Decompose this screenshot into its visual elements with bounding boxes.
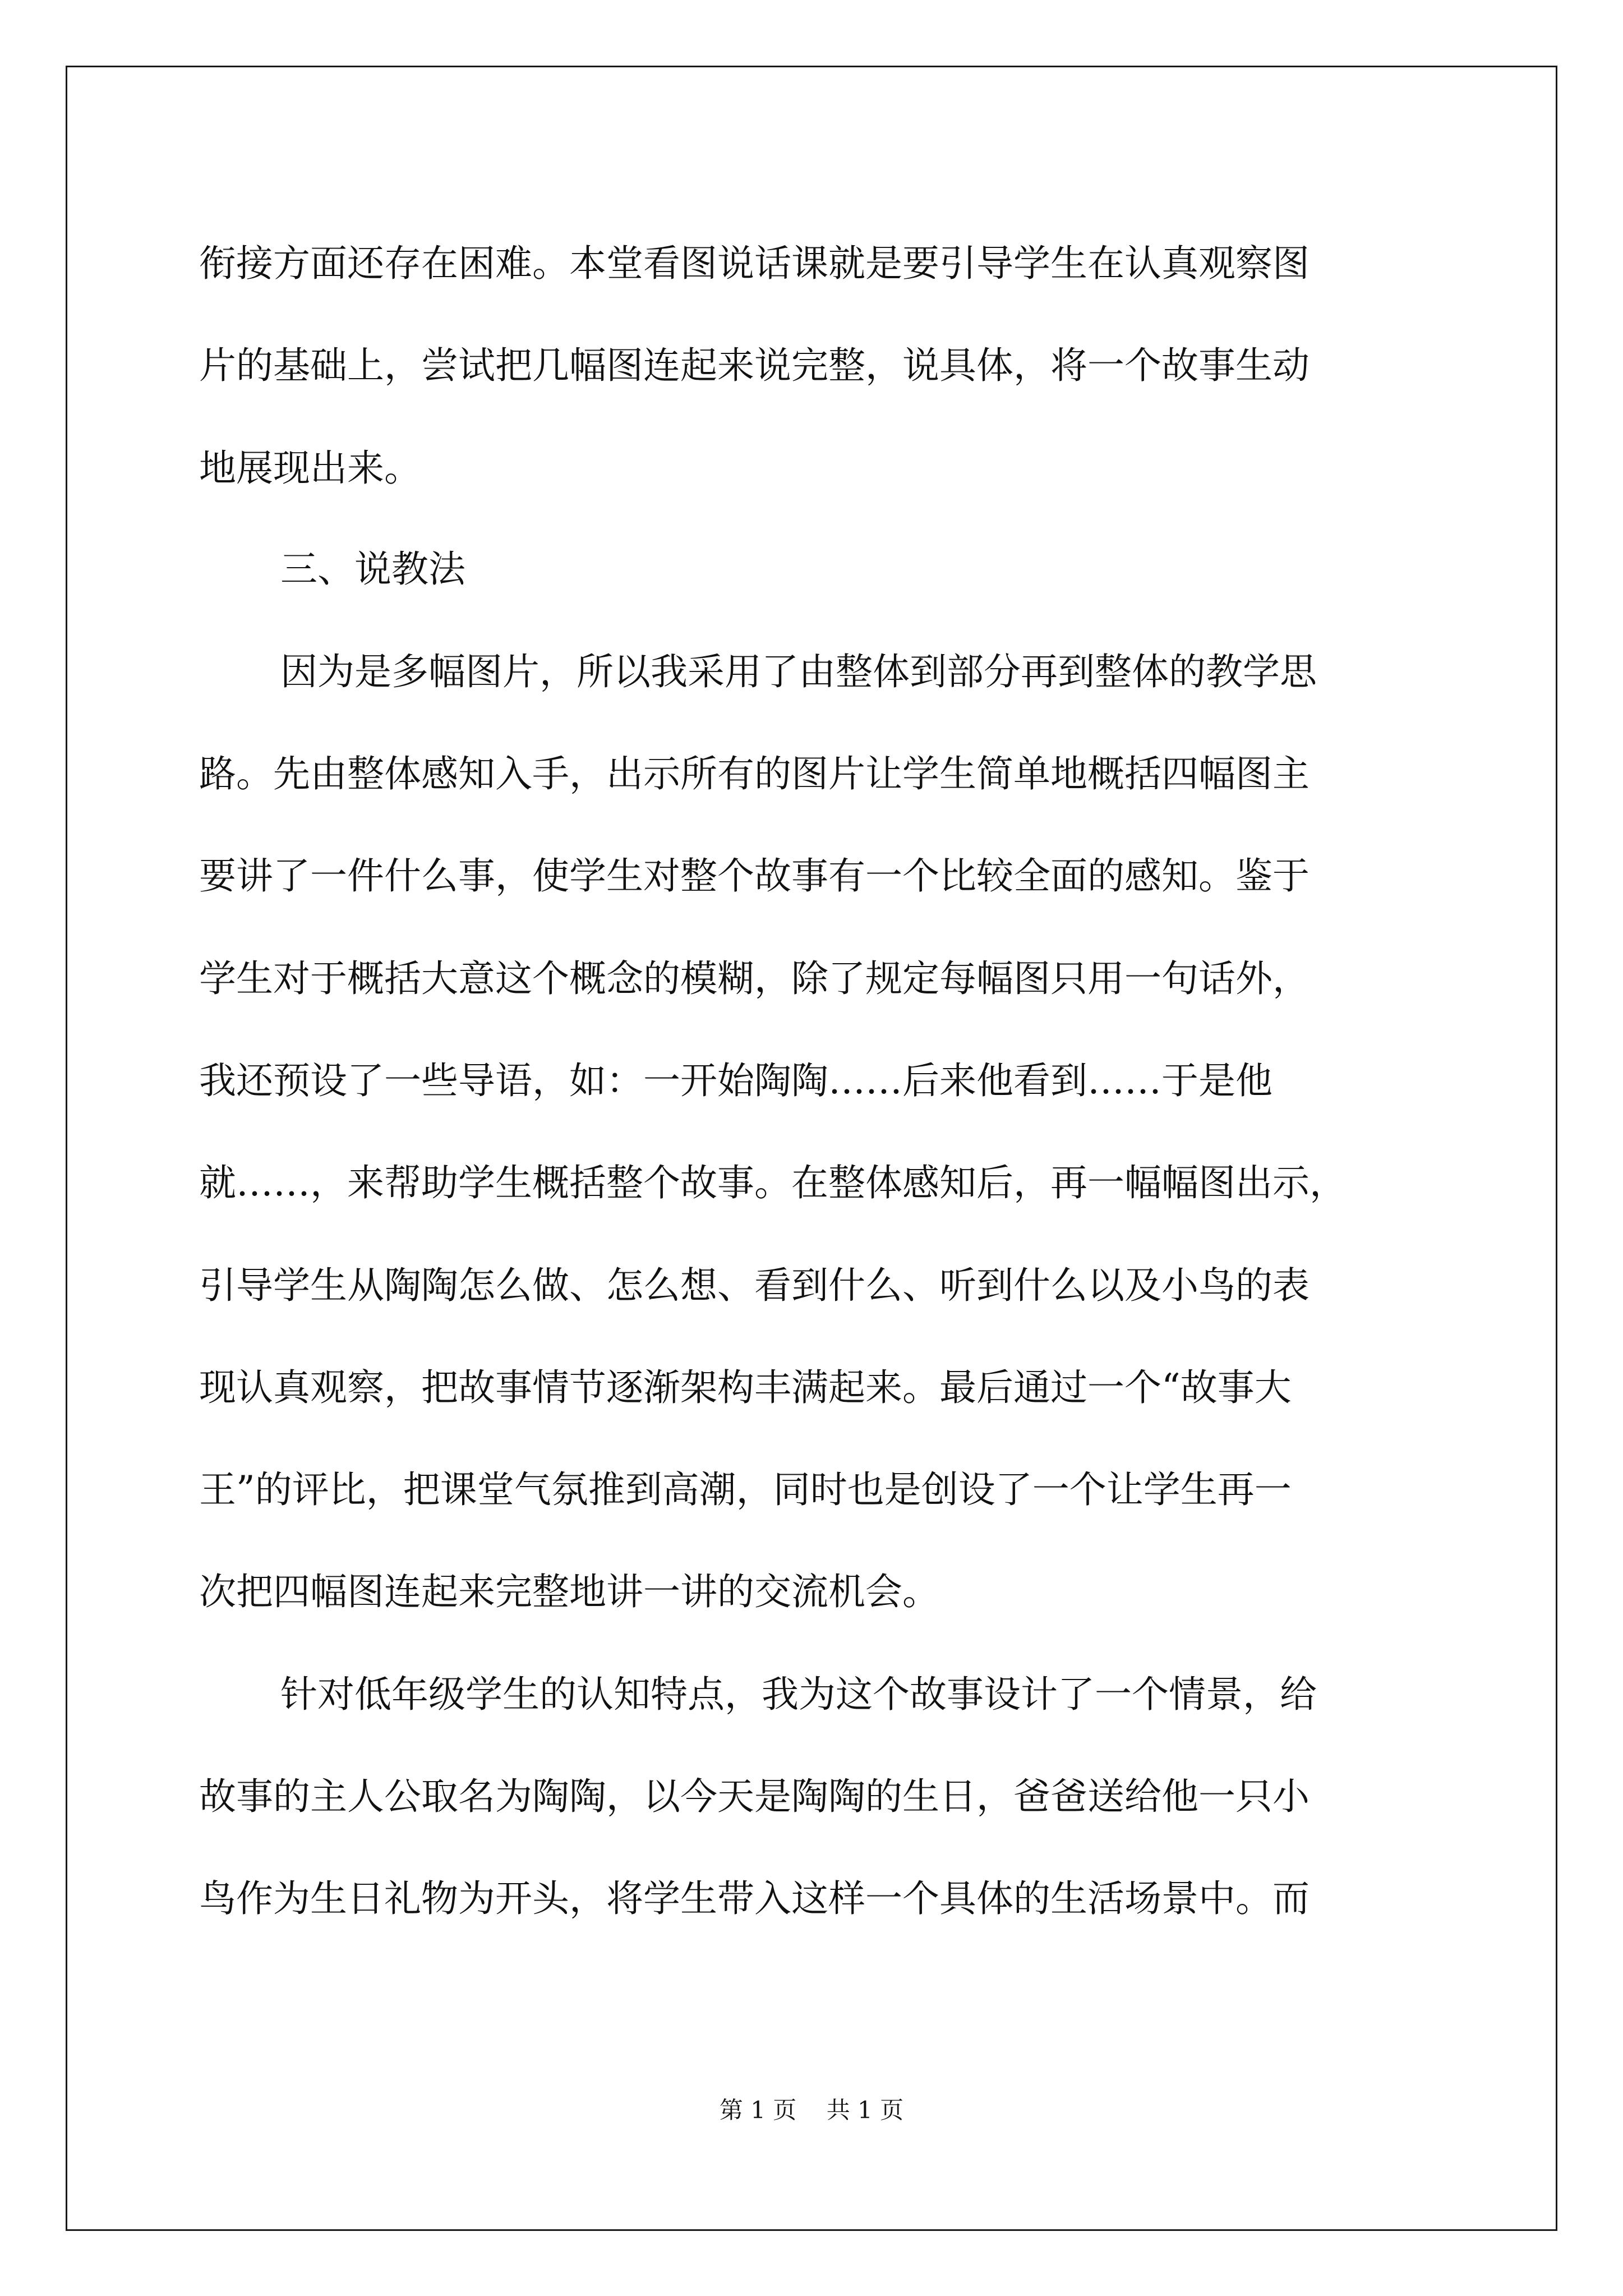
body-line-10: 就……，来帮助学生概括整个故事。在整体感知后，再一幅幅图出示， — [199, 1161, 1347, 1204]
body-line-11: 引导学生从陶陶怎么做、怎么想、看到什么、听到什么以及小鸟的表 — [199, 1264, 1310, 1307]
body-line-3: 地展现出来。 — [199, 447, 421, 490]
body-line-17: 鸟作为生日礼物为开头，将学生带入这样一个具体的生活场景中。而 — [199, 1877, 1310, 1920]
body-line-8: 学生对于概括大意这个概念的模糊，除了规定每幅图只用一句话外， — [199, 957, 1310, 1000]
body-line-7: 要讲了一件什么事，使学生对整个故事有一个比较全面的感知。鉴于 — [199, 854, 1310, 898]
section-heading: 三、说教法 — [280, 547, 465, 591]
body-line-16: 故事的主人公取名为陶陶，以今天是陶陶的生日，爸爸送给他一只小 — [199, 1775, 1310, 1818]
body-line-6: 路。先由整体感知入手，出示所有的图片让学生简单地概括四幅图主 — [199, 752, 1310, 795]
body-line-14: 次把四幅图连起来完整地讲一讲的交流机会。 — [199, 1570, 939, 1613]
body-line-2: 片的基础上，尝试把几幅图连起来说完整，说具体，将一个故事生动 — [199, 344, 1310, 387]
body-line-9: 我还预设了一些导语，如：一开始陶陶……后来他看到……于是他 — [199, 1059, 1272, 1102]
body-line-13: 王”的评比，把课堂气氛推到高潮，同时也是创设了一个让学生再一 — [199, 1468, 1292, 1511]
body-line-15: 针对低年级学生的认知特点，我为这个故事设计了一个情景，给 — [280, 1673, 1317, 1716]
body-line-12: 现认真观察，把故事情节逐渐架构丰满起来。最后通过一个“故事大 — [199, 1366, 1292, 1409]
body-line-1: 衔接方面还存在困难。本堂看图说话课就是要引导学生在认真观察图 — [199, 242, 1310, 285]
page-number-footer: 第 1 页 共 1 页 — [719, 2096, 904, 2124]
body-line-5: 因为是多幅图片，所以我采用了由整体到部分再到整体的教学思 — [280, 650, 1317, 693]
